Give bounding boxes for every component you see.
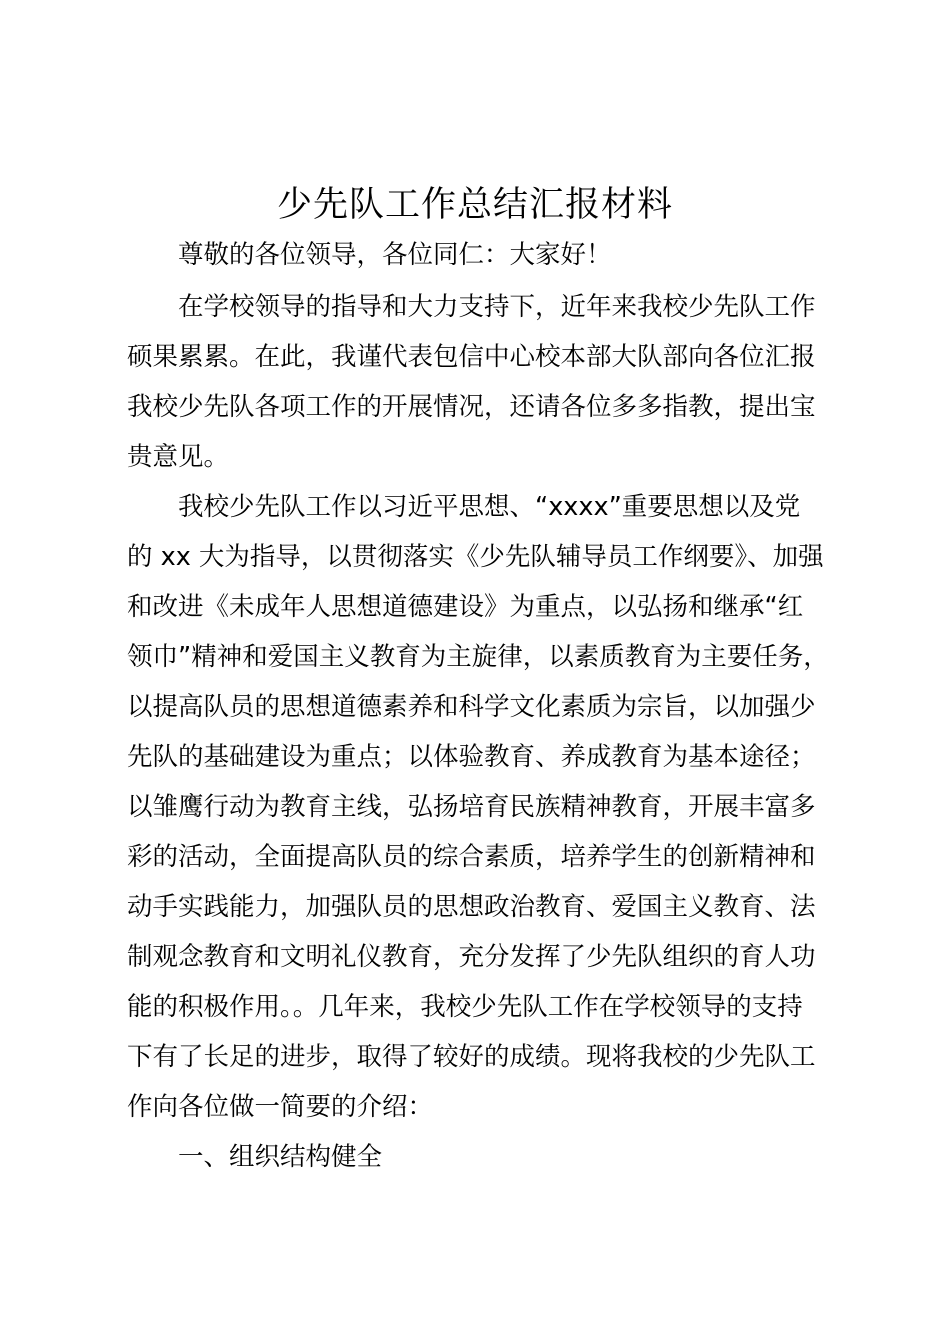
paragraph-2-line: 动手实践能力，加强队员的思想政治教育、爱国主义教育、法: [127, 892, 816, 922]
paragraph-2-line: 的 xx 大为指导，以贯彻落实《少先队辅导员工作纲要》、加强: [127, 542, 824, 572]
paragraph-1-line: 硕果累累。在此，我谨代表包信中心校本部大队部向各位汇报: [127, 342, 816, 372]
paragraph-2-line: 和改进《未成年人思想道德建设》为重点，以弘扬和继承“红: [127, 592, 804, 622]
paragraph-1-line: 贵意见。: [127, 442, 230, 472]
paragraph-2-line: 以提高队员的思想道德素养和科学文化素质为宗旨，以加强少: [127, 692, 816, 722]
paragraph-2-line: 作向各位做一简要的介绍：: [127, 1092, 434, 1122]
paragraph-2-line: 能的积极作用。。几年来，我校少先队工作在学校领导的支持: [127, 992, 803, 1022]
section-heading: 一、组织结构健全: [178, 1142, 383, 1172]
paragraph-1-line: 在学校领导的指导和大力支持下，近年来我校少先队工作: [178, 292, 816, 322]
paragraph-1-line: 我校少先队各项工作的开展情况，还请各位多多指教，提出宝: [127, 392, 816, 422]
document-title: 少先队工作总结汇报材料: [276, 185, 673, 225]
paragraph-2-line: 领巾”精神和爱国主义教育为主旋律，以素质教育为主要任务，: [127, 642, 829, 672]
paragraph-2-line: 以雏鹰行动为教育主线，弘扬培育民族精神教育，开展丰富多: [127, 792, 816, 822]
paragraph-2-line: 我校少先队工作以习近平思想、“xxxx”重要思想以及党: [178, 492, 801, 522]
paragraph-2-line: 先队的基础建设为重点；以体验教育、养成教育为基本途径；: [127, 742, 816, 772]
document-body: [127, 230, 867, 1182]
greeting-line: 尊敬的各位领导，各位同仁：大家好！: [178, 240, 612, 270]
paragraph-2-line: 下有了长足的进步，取得了较好的成绩。现将我校的少先队工: [127, 1042, 816, 1072]
paragraph-2-line: 彩的活动，全面提高队员的综合素质，培养学生的创新精神和: [127, 842, 816, 872]
paragraph-2-line: 制观念教育和文明礼仪教育，充分发挥了少先队组织的育人功: [127, 942, 816, 972]
